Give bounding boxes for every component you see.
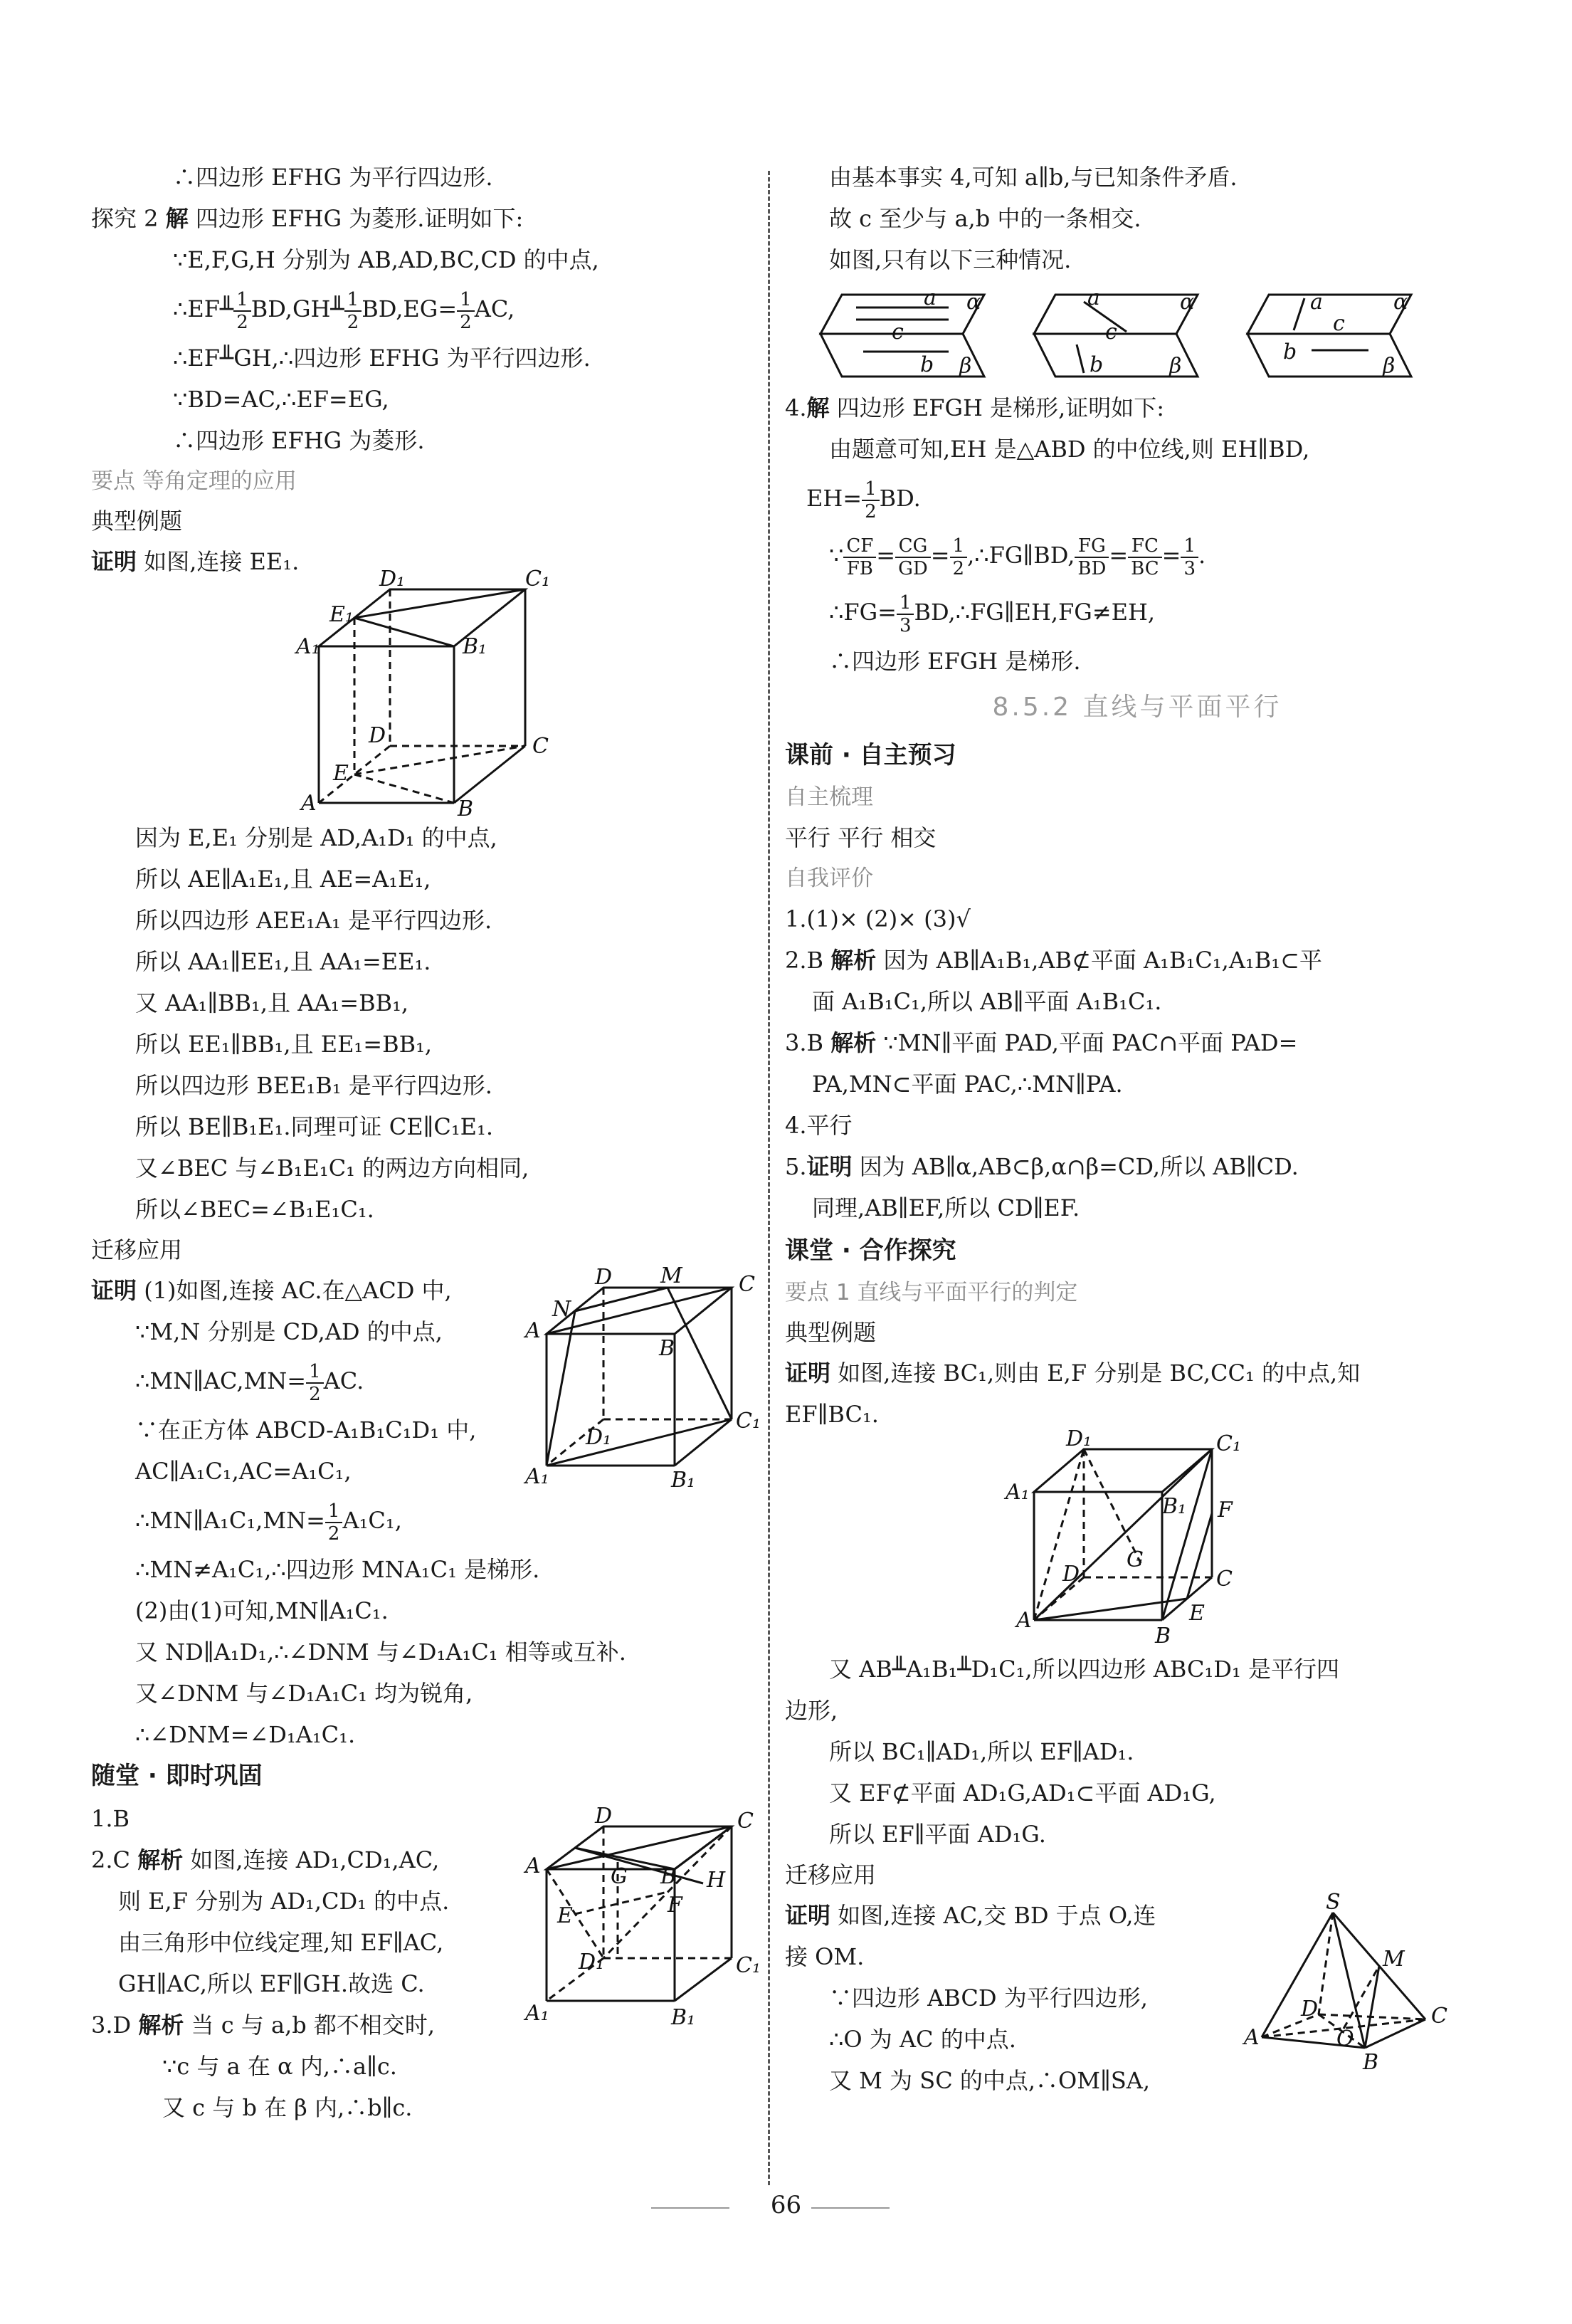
fig-label: C₁ — [736, 1953, 761, 1978]
fig-label: C₁ — [736, 1409, 761, 1434]
transfer-block-right — [785, 1890, 1489, 2108]
fig-label: A₁ — [296, 634, 320, 659]
text-line: ∴∠DNM=∠D₁A₁C₁. — [135, 1721, 356, 1748]
text-line: 面 A₁B₁C₁,所以 AB∥平面 A₁B₁C₁. — [812, 988, 1162, 1015]
text-line: 由题意可知,EH 是△ABD 的中位线,则 EH∥BD, — [829, 436, 1310, 463]
fig-label: S — [1326, 1890, 1341, 1915]
fig-label: M — [1383, 1947, 1405, 1972]
text-line: 1.(1)× (2)× (3)√ — [785, 905, 971, 932]
fig-label: F — [668, 1893, 682, 1918]
fraction: $\frac{CG}{GD}$ — [895, 535, 931, 579]
text-line: ∵四边形 ABCD 为平行四边形, — [829, 1984, 1148, 2012]
text-line: 四边形 EFHG 为菱形.证明如下: — [195, 205, 524, 232]
text-line: 又∠BEC 与∠B₁E₁C₁ 的两边方向相同, — [135, 1155, 529, 1182]
text-line: 如图,连接 EE₁. — [144, 548, 300, 575]
text-line: 则 E,F 分别为 AD₁,CD₁ 的中点. — [118, 1888, 450, 1915]
fig-label: B — [1363, 2050, 1379, 2075]
fig-label: B₁ — [463, 634, 487, 659]
section-heading-preview: 课前 · 自主预习 — [785, 741, 956, 769]
fig-label: E — [1189, 1601, 1205, 1626]
fig-label: a — [1310, 290, 1323, 315]
fig-label: A₁ — [1006, 1480, 1030, 1505]
text-line: 又 M 为 SC 的中点,∴OM∥SA, — [829, 2067, 1151, 2094]
fig-label: B₁ — [1162, 1494, 1187, 1519]
fig-label: C — [739, 1272, 755, 1297]
fig-label: β — [959, 354, 972, 379]
fig-label: D₁ — [379, 567, 406, 591]
planes-figure — [785, 280, 1489, 387]
fig-label: B — [458, 796, 474, 821]
fraction: $\frac{1}{2}$ — [325, 1500, 343, 1545]
text-line: 平行 平行 相交 — [785, 824, 937, 851]
cube-diagram-3 — [525, 1804, 767, 2040]
text-line: 因为 AB∥α,AB⊂β,α∩β=CD,所以 AB∥CD. — [859, 1153, 1299, 1180]
fig-label: E₁ — [329, 602, 354, 627]
fig-label: A₁ — [525, 2001, 549, 2026]
fig-label: G — [1127, 1547, 1144, 1572]
fig-label: C — [1431, 2004, 1447, 2029]
fig-label: C₁ — [1216, 1431, 1241, 1456]
fig-label: C — [737, 1809, 754, 1834]
fig-label: E — [557, 1903, 573, 1928]
proof-label: 证明 — [91, 1277, 137, 1304]
analysis-label: 解析 — [830, 1029, 877, 1056]
text-line: ∵M,N 分别是 CD,AD 的中点, — [135, 1318, 443, 1345]
fig-label: A — [301, 791, 317, 816]
explore2-label: 探究 2 — [91, 205, 159, 232]
fig-label: D — [595, 1804, 613, 1829]
analysis-label: 解析 — [830, 947, 877, 974]
fraction: $\frac{FG}{BD}$ — [1075, 535, 1109, 579]
text-line: 所以 EE₁∥BB₁,且 EE₁=BB₁, — [135, 1031, 433, 1058]
proof-label: 证明 — [806, 1153, 853, 1180]
proof-label: 证明 — [785, 1902, 831, 1929]
fig-label: D — [595, 1265, 613, 1290]
text-line: (1)如图,连接 AC.在△ACD 中, — [144, 1277, 452, 1304]
text-line: ∴MN≠A₁C₁,∴四边形 MNA₁C₁ 是梯形. — [135, 1556, 540, 1583]
fig-label: D — [1301, 1997, 1319, 2021]
text-line: 4.平行 — [785, 1112, 853, 1139]
text-line: 所以 EF∥平面 AD₁G. — [829, 1821, 1046, 1848]
section-heading-suitang: 随堂 · 即时巩固 — [91, 1762, 263, 1790]
text-line: ∴EF╨GH,∴四边形 EFHG 为平行四边形. — [173, 345, 591, 372]
text-line: 如图,只有以下三种情况. — [829, 246, 1072, 273]
text-line: 所以 BC₁∥AD₁,所以 EF∥AD₁. — [829, 1738, 1134, 1765]
transfer-heading: 迁移应用 — [785, 1861, 877, 1888]
text-line: 所以 AE∥A₁E₁,且 AE=A₁E₁, — [135, 866, 431, 893]
keypoint-heading: 要点 等角定理的应用 — [91, 468, 297, 494]
typical-example-heading: 典型例题 — [785, 1319, 877, 1346]
text-line: 又 AB╨A₁B₁╨D₁C₁,所以四边形 ABC₁D₁ 是平行四 — [829, 1656, 1339, 1683]
text-line: ∴四边形 EFGH 是梯形. — [829, 648, 1081, 675]
solve-label: 解 — [165, 205, 189, 232]
fig-label: a — [1087, 285, 1100, 310]
cube-diagram-4 — [785, 1426, 1489, 1649]
text-line: 又 AA₁∥BB₁,且 AA₁=BB₁, — [135, 989, 409, 1016]
fig-label: O — [1336, 2026, 1354, 2051]
fraction: $\frac{1}{2}$ — [457, 289, 475, 333]
fig-label: C — [532, 734, 549, 759]
text-line: GH∥AC,所以 EF∥GH.故选 C. — [118, 1970, 425, 1997]
text-line: 因为 E,E₁ 分别是 AD,A₁D₁ 的中点, — [135, 824, 497, 851]
text-line: 又∠DNM 与∠D₁A₁C₁ 均为锐角, — [135, 1680, 473, 1707]
text-line: 1.B — [91, 1805, 130, 1832]
fig-label: C₁ — [525, 567, 550, 591]
text-line: 所以四边形 AEE₁A₁ 是平行四边形. — [135, 907, 492, 934]
proof-label: 证明 — [91, 548, 137, 575]
text-line: EF∥BC₁. — [785, 1401, 879, 1428]
transfer-block — [91, 1263, 767, 1754]
fig-label: B₁ — [671, 2005, 696, 2030]
fig-label: A — [525, 1854, 541, 1878]
fig-label: D — [1062, 1562, 1080, 1587]
fraction: $\frac{CF}{FB}$ — [843, 535, 876, 579]
fig-label: D — [369, 723, 386, 748]
fig-label: D₁ — [1066, 1426, 1092, 1451]
text-line: ∴四边形 EFHG 为菱形. — [173, 427, 425, 454]
fig-label: c — [1105, 320, 1117, 345]
text-line: 因为 AB∥A₁B₁,AB⊄平面 A₁B₁C₁,A₁B₁⊂平 — [883, 947, 1322, 974]
text-line: AC∥A₁C₁,AC=A₁C₁, — [135, 1458, 352, 1485]
right-column: 由基本事实 4,可知 a∥b,与已知条件矛盾. 故 c 至少与 a,b 中的一条相交. 如图,只有以下三种情况. a α c b β a α c b β a α c b β 4.解 四边形 EFGH 是梯形,证明如下: 由题意可知,EH 是△ABD 的中位线,则 EH∥BD, EH= $\frac{1}{2}$ BD. ∵ $\frac{CF}{FB}$ = $\frac{CG}{GD}$ = $\frac{1}{2}$ ,∴FG∥BD, $\frac{FG}{BD}$ = $\frac{FC}{BC}$ = $\frac{1}{3}$ . ∴FG= $\frac{1}{3}$ BD,∴FG∥EH,FG≠EH, ∴四边形 EFGH 是梯形. 8.5.2 直线与平面平行 课前 · 自主预习 自主梳理 平行 平行 相交 自我评价 1.(1)× (2)× (3)√ 2.B 解析 因为 AB∥A₁B₁,AB⊄平面 A₁B₁C₁,A₁B₁⊂平 面 A₁B₁C₁,所以 AB∥平面 A₁B₁C₁. 3.B 解析 ∵MN∥平面 PAD,平面 PAC∩平面 PAD= PA,MN⊂平面 PAC,∴MN∥PA. 4.平行 5.证明 因为 AB∥α,AB⊂β,α∩β=CD,所以 AB∥CD. 同理,AB∥EF,所以 CD∥EF. 课堂 · 合作探究 要点 1 直线与平面平行的判定 典型例题 证明 如图,连接 BC₁,则由 E,F 分别是 BC,CC₁ 的中点,知 EF∥BC₁. D₁ C₁ A₁ B₁ F G D C A E B 又 AB╨A₁B₁╨D₁C₁,所以四边形 ABC₁D₁ 是平行四 边形, 所以 BC₁∥AD₁,所以 EF∥AD₁. 又 EF⊄平面 AD₁G,AD₁⊂平面 AD₁G, 所以 EF∥平面 AD₁G. 迁移应用 证明 如图,连接 AC,交 BD 于点 O,连 接 OM. ∵四边形 ABCD 为平行四边形, ∴O 为 AC 的中点. 又 M 为 SC 的中点,∴OM∥SA, S M D C A O B — [785, 157, 1489, 2108]
transfer-heading: 迁移应用 — [91, 1236, 183, 1263]
cube-figure-1 — [91, 567, 767, 821]
fig-label: A₁ — [525, 1464, 549, 1489]
fig-label: β — [1169, 354, 1182, 379]
text-line: 所以∠BEC=∠B₁E₁C₁. — [135, 1196, 374, 1223]
fig-label: B₁ — [671, 1468, 696, 1493]
text-line: (2)由(1)可知,MN∥A₁C₁. — [135, 1597, 389, 1624]
text-line: 由基本事实 4,可知 a∥b,与已知条件矛盾. — [829, 164, 1238, 191]
formula-line: ∴EF╨ $\frac{1}{2}$ BD,GH╨ $\frac{1}{2}$ BD,EG= $\frac{1}{2}$ AC, — [173, 288, 515, 333]
formula-line: EH= $\frac{1}{2}$ BD. — [806, 478, 921, 522]
formula-line: ∴FG= $\frac{1}{3}$ BD,∴FG∥EH,FG≠EH, — [829, 591, 1156, 636]
text-line: 如图,连接 AD₁,CD₁,AC, — [190, 1846, 440, 1873]
page-number: 66 — [770, 2191, 802, 2219]
text-line: 又 c 与 b 在 β 内,∴b∥c. — [162, 2094, 413, 2121]
formula-line: ∴MN∥A₁C₁,MN= $\frac{1}{2}$ A₁C₁, — [135, 1500, 402, 1545]
cube-diagram — [91, 567, 767, 821]
proof-label: 证明 — [785, 1360, 831, 1387]
fig-label: B — [659, 1336, 675, 1361]
text-line: ∵E,F,G,H 分别为 AB,AD,BC,CD 的中点, — [173, 246, 599, 273]
text-line: 如图,连接 AC,交 BD 于点 O,连 — [838, 1902, 1156, 1929]
fig-label: β — [1383, 354, 1396, 379]
text-line: 当 c 与 a,b 都不相交时, — [191, 2012, 436, 2039]
text-line: 边形, — [785, 1697, 838, 1724]
text-line: 四边形 EFGH 是梯形,证明如下: — [836, 394, 1165, 421]
fig-label: B — [660, 1864, 677, 1889]
text-line: 又 ND∥A₁D₁,∴∠DNM 与∠D₁A₁C₁ 相等或互补. — [135, 1639, 626, 1666]
text-line: 又 EF⊄平面 AD₁G,AD₁⊂平面 AD₁G, — [829, 1779, 1216, 1807]
fig-label: D₁ — [579, 1950, 605, 1975]
fig-label: c — [892, 320, 904, 345]
solve-label: 解 — [806, 394, 830, 421]
fig-label: H — [707, 1868, 726, 1893]
fig-label: E — [333, 761, 349, 786]
text-line: ∵MN∥平面 PAD,平面 PAC∩平面 PAD= — [883, 1029, 1298, 1056]
pyramid-diagram — [1240, 1890, 1454, 2080]
fig-label: F — [1218, 1498, 1233, 1523]
formula-line: ∵ $\frac{CF}{FB}$ = $\frac{CG}{GD}$ = $\frac{1}{2}$ ,∴FG∥BD, $\frac{FG}{BD}$ = $\frac{FC}{BC}$ = $\frac{1}{3}$ . — [829, 535, 1206, 579]
fig-label: α — [1180, 290, 1195, 315]
analysis-label: 解析 — [137, 1846, 184, 1873]
left-column — [91, 157, 767, 2121]
text-line: 同理,AB∥EF,所以 CD∥EF. — [812, 1194, 1080, 1221]
planes-diagram — [785, 280, 1489, 387]
text-line: ∴O 为 AC 的中点. — [829, 2026, 1016, 2053]
fig-label: M — [660, 1263, 682, 1288]
fraction: $\frac{FC}{BC}$ — [1128, 535, 1161, 579]
text-line: 故 c 至少与 a,b 中的一条相交. — [829, 205, 1141, 232]
fig-label: b — [1283, 340, 1297, 364]
fig-label: b — [920, 352, 934, 377]
analysis-label: 解析 — [138, 2012, 184, 2039]
fig-label: A — [525, 1318, 541, 1343]
fraction: $\frac{1}{2}$ — [233, 289, 251, 333]
column-divider — [768, 171, 770, 2185]
fig-label: A — [1244, 2025, 1260, 2050]
text-line: ∵在正方体 ABCD-A₁B₁C₁D₁ 中, — [135, 1416, 477, 1444]
fig-label: a — [924, 285, 937, 310]
cube-figure-4 — [785, 1426, 1489, 1649]
fraction: $\frac{1}{2}$ — [344, 289, 362, 333]
page-number-rule-right — [811, 2207, 890, 2209]
fraction: $\frac{1}{2}$ — [950, 535, 968, 579]
fraction: $\frac{1}{2}$ — [306, 1361, 324, 1405]
subheading: 自主梳理 — [785, 784, 873, 810]
fig-label: B — [1155, 1624, 1171, 1649]
text-line: 所以四边形 BEE₁B₁ 是平行四边形. — [135, 1072, 492, 1099]
fig-label: α — [1393, 290, 1408, 315]
suitang-block: 1.B 2.C 解析 如图,连接 AD₁,CD₁,AC, 则 E,F 分别为 AD₁,CD₁ 的中点. 由三角形中位线定理,知 EF∥AC, GH∥AC,所以 EF∥GH.故选 C. 3.D 解析 当 c 与 a,b 都不相交时, ∵c 与 a 在 α 内,∴a∥c. 又 c 与 b 在 β 内,∴b∥c. D C A G B H E F D₁ C₁ A₁ B₁ — [91, 1798, 767, 2097]
fig-label: c — [1333, 311, 1345, 336]
text-line: 所以 BE∥B₁E₁.同理可证 CE∥C₁E₁. — [135, 1113, 494, 1140]
text-line: ∵BD=AC,∴EF=EG, — [173, 386, 389, 413]
text-line: ∴四边形 EFHG 为平行四边形. — [173, 164, 493, 191]
section-title: 8.5.2 直线与平面平行 — [992, 693, 1282, 722]
fig-label: D₁ — [586, 1425, 612, 1450]
fraction: $\frac{1}{3}$ — [897, 592, 914, 636]
fig-label: A — [1016, 1608, 1032, 1633]
cube-diagram-2 — [525, 1263, 767, 1505]
formula-line: ∴MN∥AC,MN= $\frac{1}{2}$ AC. — [135, 1360, 364, 1405]
section-heading-classroom: 课堂 · 合作探究 — [785, 1236, 956, 1265]
text-line: ∵c 与 a 在 α 内,∴a∥c. — [162, 2053, 397, 2080]
subheading: 自我评价 — [785, 866, 873, 891]
fig-label: b — [1090, 352, 1104, 377]
text-line: 由三角形中位线定理,知 EF∥AC, — [118, 1929, 444, 1956]
text-line: 接 OM. — [785, 1943, 865, 1970]
keypoint-heading: 要点 1 直线与平面平行的判定 — [785, 1280, 1078, 1305]
text-line: 如图,连接 BC₁,则由 E,F 分别是 BC,CC₁ 的中点,知 — [838, 1360, 1361, 1387]
fig-label: C — [1216, 1567, 1233, 1592]
text-line: 所以 AA₁∥EE₁,且 AA₁=EE₁. — [135, 948, 431, 975]
fig-label: N — [552, 1297, 571, 1322]
fig-label: G — [611, 1864, 628, 1889]
fraction: $\frac{1}{3}$ — [1181, 535, 1198, 579]
text-line: PA,MN⊂平面 PAC,∴MN∥PA. — [812, 1071, 1123, 1098]
fraction: $\frac{1}{2}$ — [862, 478, 880, 522]
typical-example-heading: 典型例题 — [91, 508, 183, 535]
fig-label: α — [966, 290, 981, 315]
